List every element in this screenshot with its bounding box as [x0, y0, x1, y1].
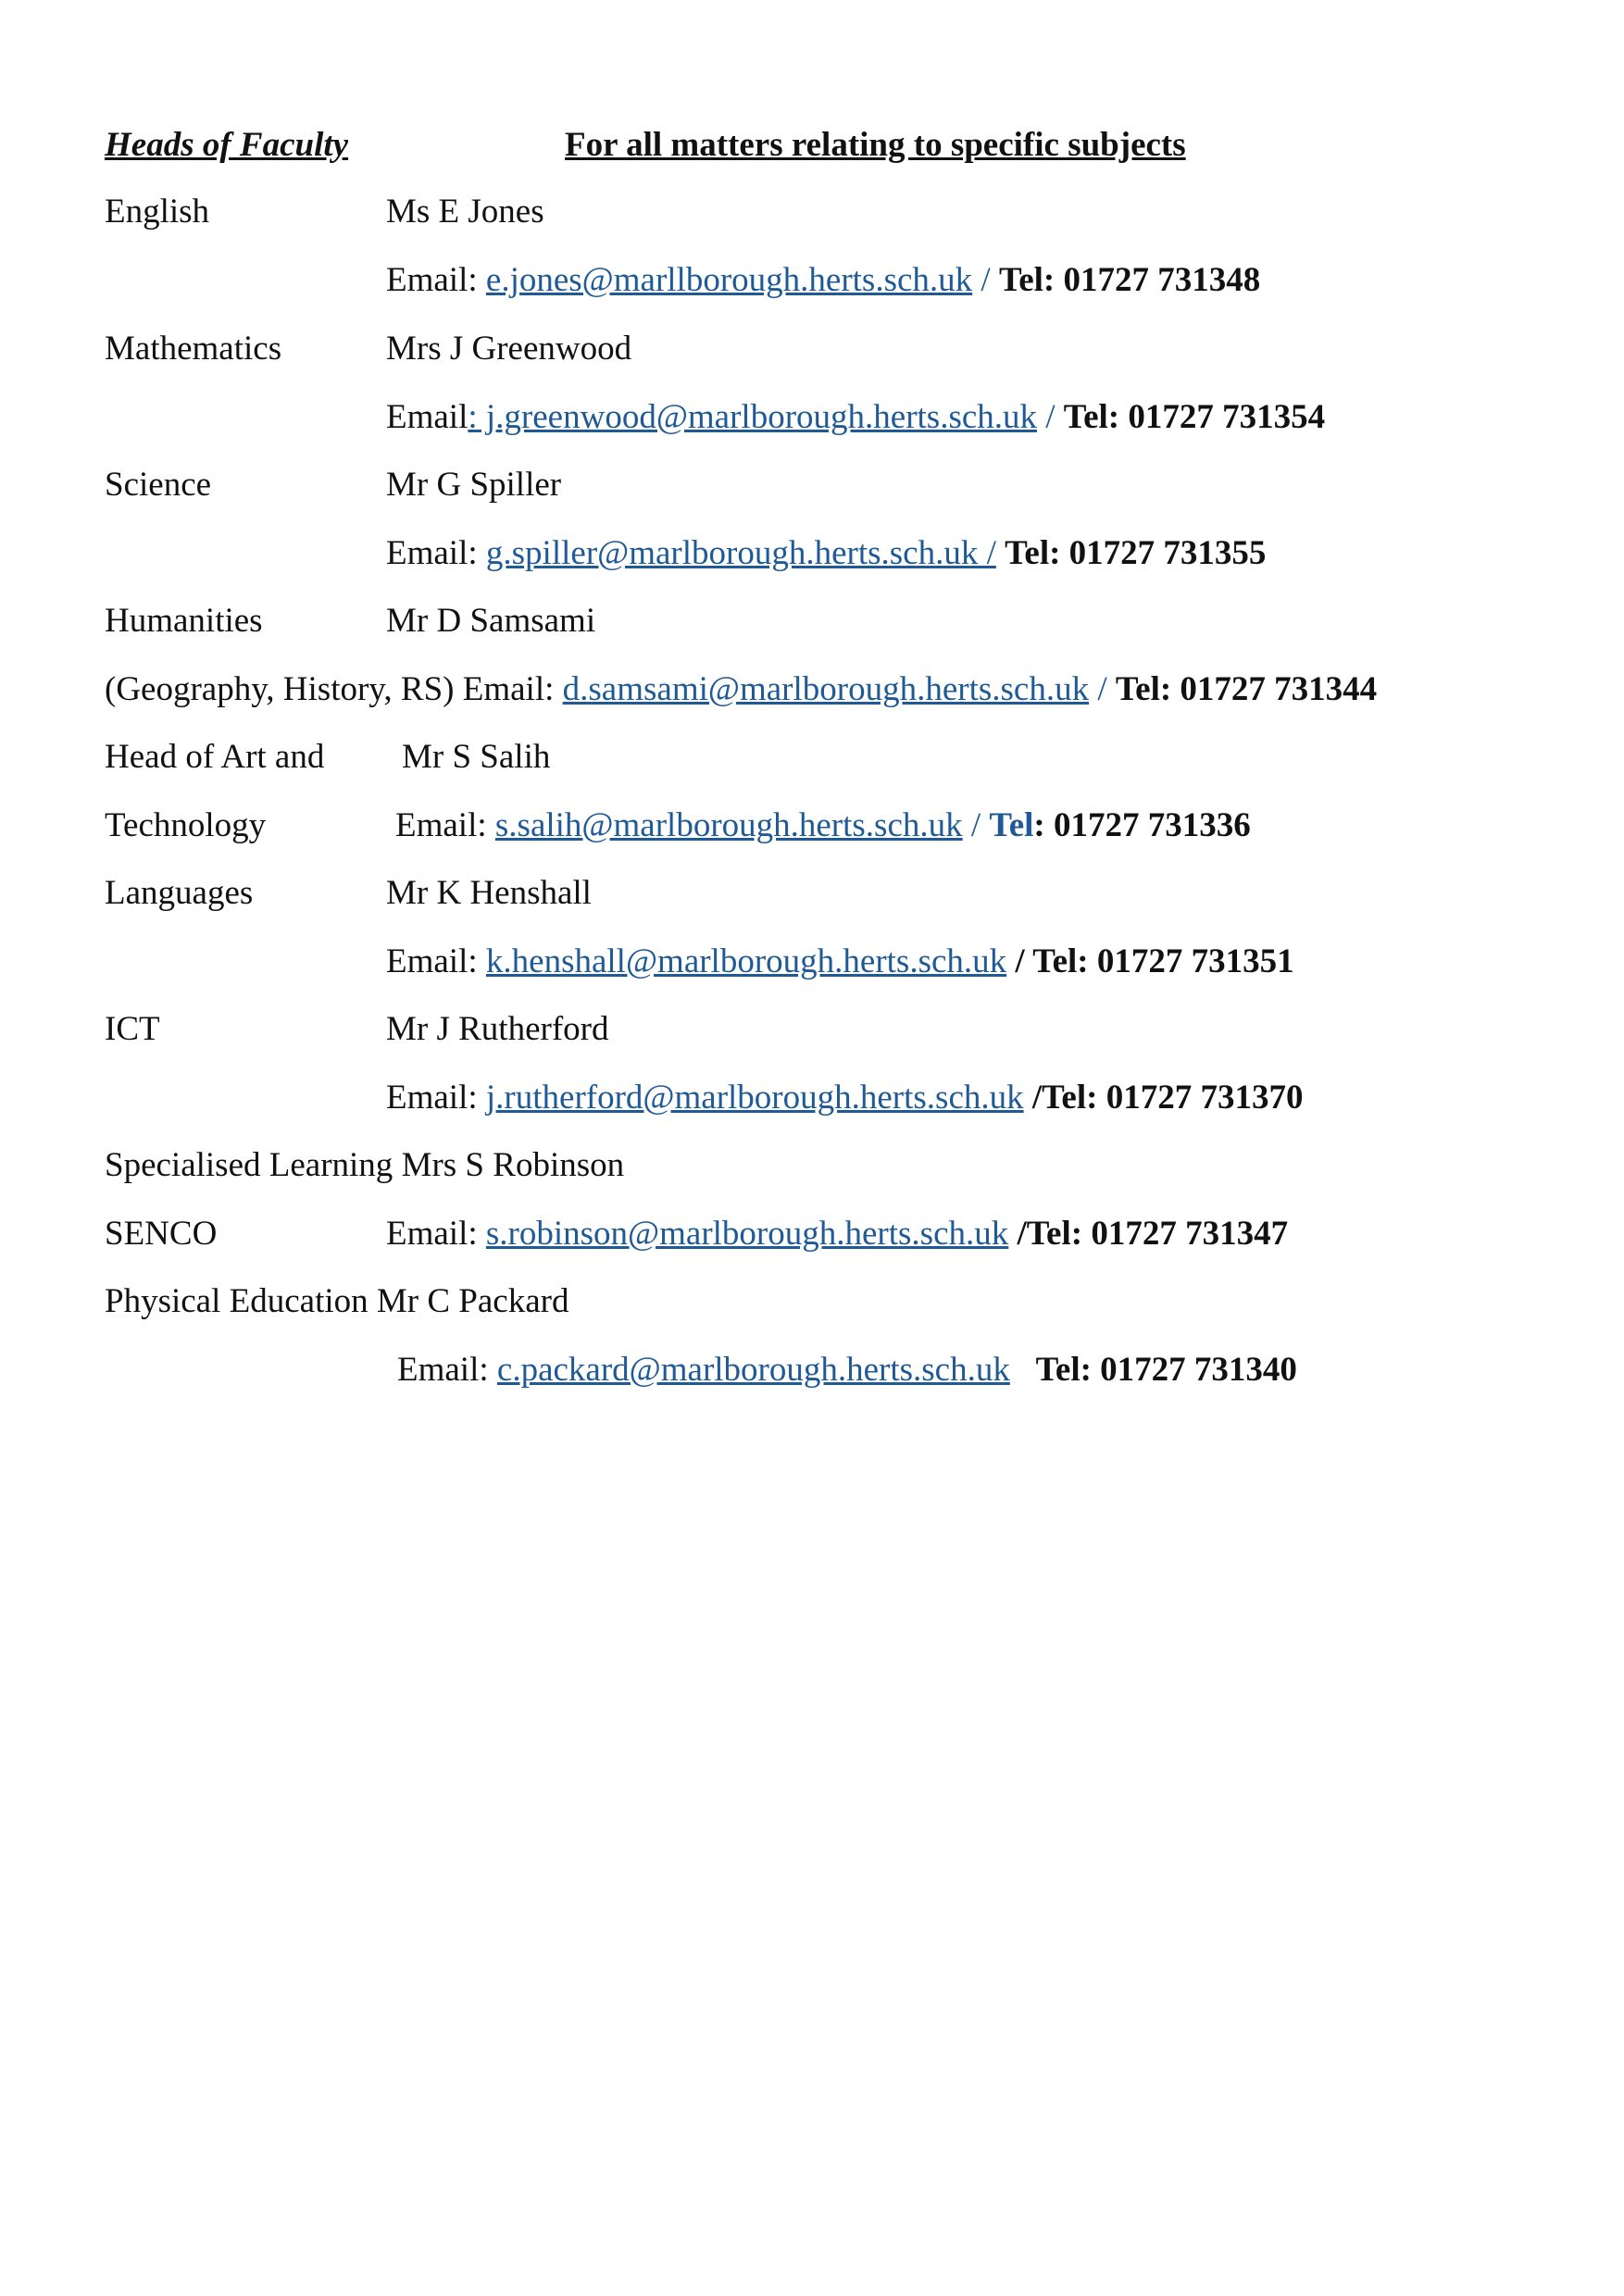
email-label: Email: [397, 1351, 497, 1389]
contact-languages [386, 941, 1294, 983]
name-physical-education: Mr C Packard [376, 1282, 569, 1320]
subject-languages: Languages [105, 874, 254, 912]
tel-senco: /Tel: 01727 731347 [1017, 1215, 1289, 1253]
tel-humanities: Tel: 01727 731344 [1115, 670, 1378, 708]
contact-physical-education [397, 1349, 1297, 1391]
contact-english [386, 259, 1260, 302]
separator: / [1037, 398, 1064, 436]
email-link-humanities[interactable]: d.samsami@marlborough.herts.sch.uk [562, 670, 1090, 708]
contact-science [386, 532, 1266, 575]
heads-of-faculty-heading: Heads of Faculty [105, 126, 349, 164]
separator [1008, 1215, 1017, 1253]
subject-mathematics: Mathematics [105, 330, 282, 368]
tel-label-blue: Tel [989, 806, 1034, 844]
subjects-heading: For all matters relating to specific subjects [565, 126, 1186, 164]
email-label: Email: [386, 261, 486, 299]
tel-science: Tel: 01727 731355 [1005, 534, 1267, 572]
subject-senco: SENCO [105, 1215, 218, 1253]
contact-ict [386, 1077, 1303, 1119]
tel-english: Tel: 01727 731348 [998, 261, 1261, 299]
name-humanities: Mr D Samsami [386, 602, 596, 640]
contact-mathematics [386, 396, 1325, 439]
separator [996, 534, 1005, 572]
email-label: Email: [395, 806, 495, 844]
subject-humanities-detail: (Geography, History, RS) [105, 670, 463, 708]
subject-specialised-learning-label: Specialised Learning [105, 1146, 402, 1184]
email-label: Email [386, 398, 468, 436]
separator: / [962, 806, 990, 844]
separator: / [1006, 942, 1033, 980]
email-label: Email: [386, 1215, 486, 1253]
email-link-art-technology[interactable]: s.salih@marlborough.herts.sch.uk [494, 806, 963, 844]
email-label: Email: [386, 942, 486, 980]
separator: / [1089, 670, 1116, 708]
contact-art-technology [395, 805, 1251, 847]
contact-senco [386, 1213, 1288, 1255]
tel-mathematics: Tel: 01727 731354 [1063, 398, 1326, 436]
subject-art-technology-line2: Technology [105, 806, 267, 844]
name-ict: Mr J Rutherford [386, 1010, 609, 1048]
email-link-physical-education[interactable]: c.packard@marlborough.herts.sch.uk [496, 1351, 1010, 1389]
email-link-science[interactable]: g.spiller@marlborough.herts.sch.uk / [485, 534, 996, 572]
tel-ict: /Tel: 01727 731370 [1031, 1079, 1304, 1117]
name-specialised-learning: Mrs S Robinson [401, 1146, 625, 1184]
subject-ict: ICT [105, 1010, 160, 1048]
subject-science: Science [105, 466, 212, 504]
name-mathematics: Mrs J Greenwood [386, 330, 632, 368]
email-label: Email: [386, 1079, 486, 1117]
subject-physical-education [105, 1280, 568, 1323]
name-languages: Mr K Henshall [386, 874, 592, 912]
tel-art-technology: : 01727 731336 [1033, 806, 1251, 844]
email-label: Email: [386, 534, 486, 572]
email-link-ict[interactable]: j.rutherford@marlborough.herts.sch.uk [485, 1079, 1024, 1117]
email-link-mathematics[interactable]: : j.greenwood@marlborough.herts.sch.uk [468, 398, 1038, 436]
email-link-english[interactable]: e.jones@marllborough.herts.sch.uk [485, 261, 973, 299]
tel-languages: Tel: 01727 731351 [1032, 942, 1294, 980]
email-link-languages[interactable]: k.henshall@marlborough.herts.sch.uk [485, 942, 1007, 980]
name-art-technology: Mr S Salih [402, 738, 551, 776]
separator: / [972, 261, 999, 299]
subject-specialised-learning [105, 1144, 624, 1187]
subject-humanities: Humanities [105, 602, 263, 640]
contact-humanities [105, 668, 1377, 711]
name-science: Mr G Spiller [386, 466, 562, 504]
subject-physical-education-label: Physical Education [105, 1282, 377, 1320]
email-link-senco[interactable]: s.robinson@marlborough.herts.sch.uk [485, 1215, 1009, 1253]
email-label: Email: [462, 670, 563, 708]
subject-art-technology: Head of Art and [105, 738, 325, 776]
name-english: Ms E Jones [386, 193, 544, 231]
tel-physical-education: Tel: 01727 731340 [1035, 1351, 1297, 1389]
separator [1010, 1351, 1036, 1389]
separator [1024, 1079, 1032, 1117]
subject-english: English [105, 193, 210, 231]
